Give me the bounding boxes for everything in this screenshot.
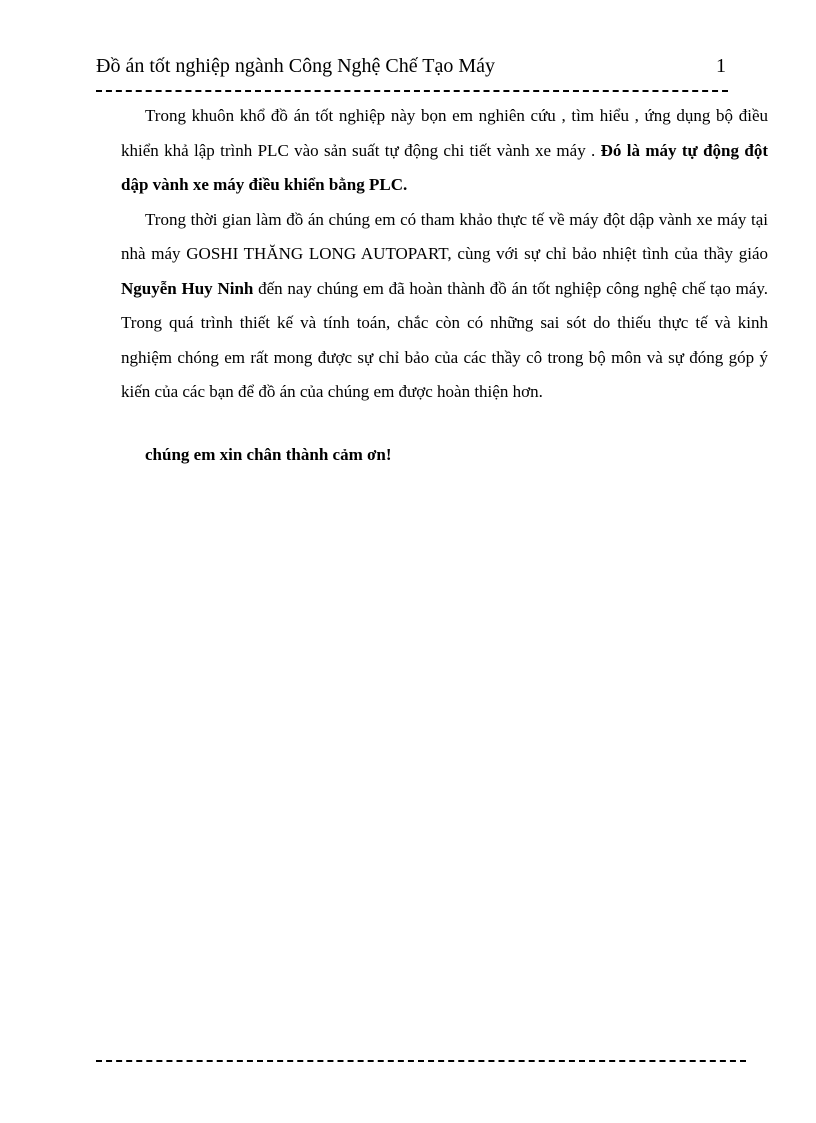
document-body	[121, 99, 768, 472]
paragraph-acknowledgement-before: Trong thời gian làm đồ án chúng em có tham khảo thực tế về máy đột dập vành xe máy tại nhà máy GOSHI THĂNG LONG AUTOPART, cùng với sự chỉ bảo nhiệt tình của thầy giáo	[121, 209, 768, 263]
advisor-name: Nguyễn Huy Ninh	[121, 278, 254, 298]
page-number: 1	[716, 55, 726, 77]
paragraph-acknowledgement-after: đến nay chúng em đã hoàn thành đồ án tốt nghiệp công nghệ chế tạo máy. Trong quá trình thiết kế và tính toán, chắc còn có những sai sót do thiếu thực tế và kinh nghiệm chóng em rất mong được sự chỉ bảo của các thầy cô trong bộ môn và sự đóng góp ý kiến của các bạn để đồ án của chúng em được hoàn thiện hơn.	[121, 278, 768, 401]
header-rule	[96, 90, 728, 92]
footer-rule	[96, 1060, 746, 1062]
page-header	[96, 52, 730, 82]
paragraph-intro-bold: Đó là máy tự động đột dập vành xe máy điều khiển bằng PLC.	[121, 140, 768, 194]
paragraph-acknowledgement	[121, 203, 768, 410]
header-title: Đồ án tốt nghiệp ngành Công Nghệ Chế Tạo Máy	[96, 55, 496, 77]
closing-thanks: chúng em xin chân thành cảm ơn!	[145, 444, 392, 464]
paragraph-intro-text: Trong khuôn khổ đồ án tốt nghiệp này bọn em nghiên cứu , tìm hiểu , ứng dụng bộ điều khiển khả lập trình PLC vào sản suất tự động chi tiết vành xe máy .	[121, 106, 768, 160]
paragraph-intro	[121, 99, 768, 203]
